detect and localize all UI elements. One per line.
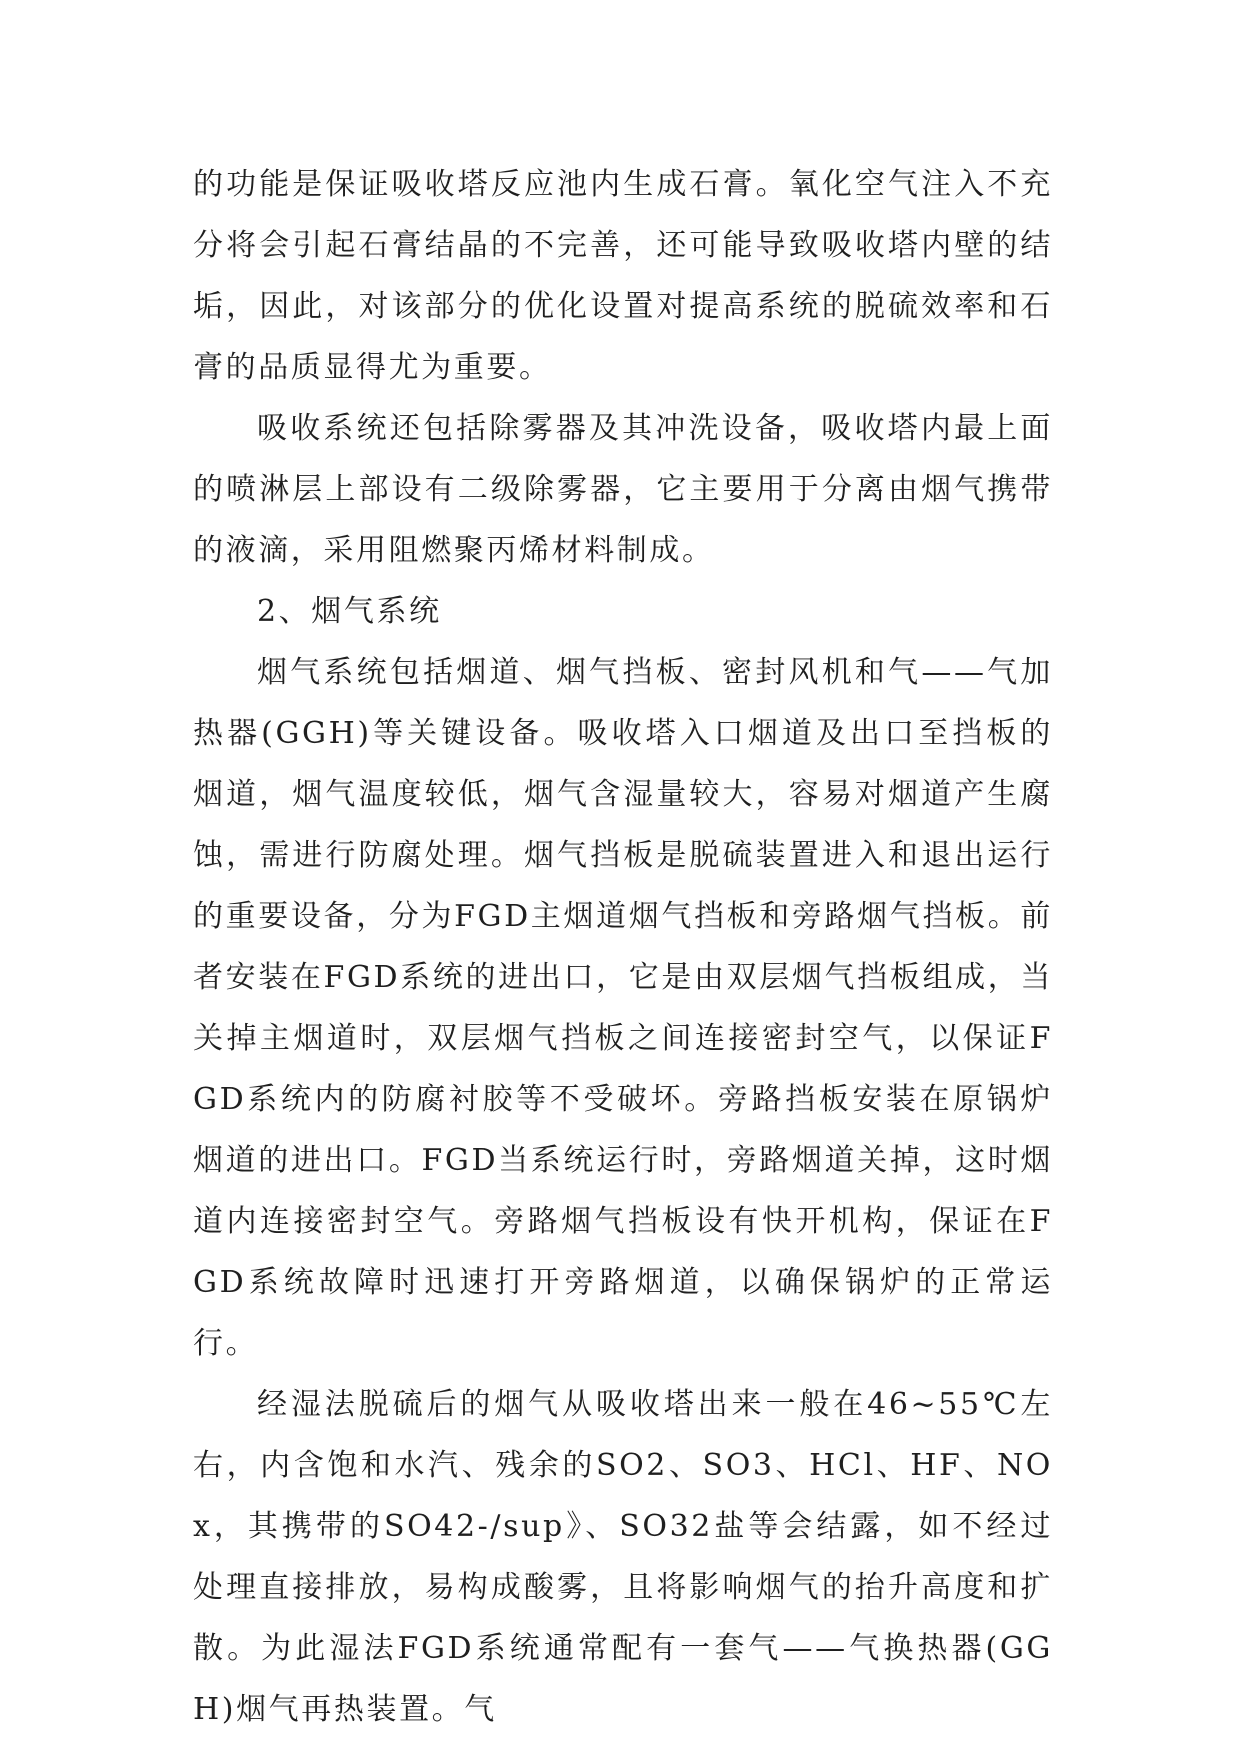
paragraph-oxidation-air: 的功能是保证吸收塔反应池内生成石膏。氧化空气注入不充分将会引起石膏结晶的不完善，还可能导致吸收塔内壁的结垢，因此，对该部分的优化设置对提高系统的脱硫效率和石膏的品质显得尤为重要。	[193, 167, 1053, 385]
paragraph-demister: 吸收系统还包括除雾器及其冲洗设备，吸收塔内最上面的喷淋层上部设有二级除雾器，它主要用于分离由烟气携带的液滴，采用阻燃聚丙烯材料制成。	[193, 411, 1053, 568]
paragraph-flue-gas-system: 烟气系统包括烟道、烟气挡板、密封风机和气——气加热器(GGH)等关键设备。吸收塔入口烟道及出口至挡板的烟道，烟气温度较低，烟气含湿量较大，容易对烟道产生腐蚀，需进行防腐处理。烟气挡板是脱硫装置进入和退出运行的重要设备，分为FGD主烟道烟气挡板和旁路烟气挡板。前者安装在FGD系统的进出口，它是由双层烟气挡板组成，当关掉主烟道时，双层烟气挡板之间连接密封空气，以保证FGD系统内的防腐衬胶等不受破坏。旁路挡板安装在原锅炉烟道的进出口。FGD当系统运行时，旁路烟道关掉，这时烟道内连接密封空气。旁路烟气挡板设有快开机构，保证在FGD系统故障时迅速打开旁路烟道，以确保锅炉的正常运行。	[193, 655, 1053, 1361]
section-heading-flue-gas-system: 2、烟气系统	[257, 594, 442, 629]
paragraph-reheating: 经湿法脱硫后的烟气从吸收塔出来一般在46~55℃左右，内含饱和水汽、残余的SO2、SO3、HCl、HF、NOx，其携带的SO42-/sup》、SO32盐等会结露，如不经过处理直接排放，易构成酸雾，且将影响烟气的抬升高度和扩散。为此湿法FGD系统通常配有一套气——气换热器(GGH)烟气再热装置。气	[193, 1387, 1053, 1727]
document-body	[193, 154, 1053, 1740]
